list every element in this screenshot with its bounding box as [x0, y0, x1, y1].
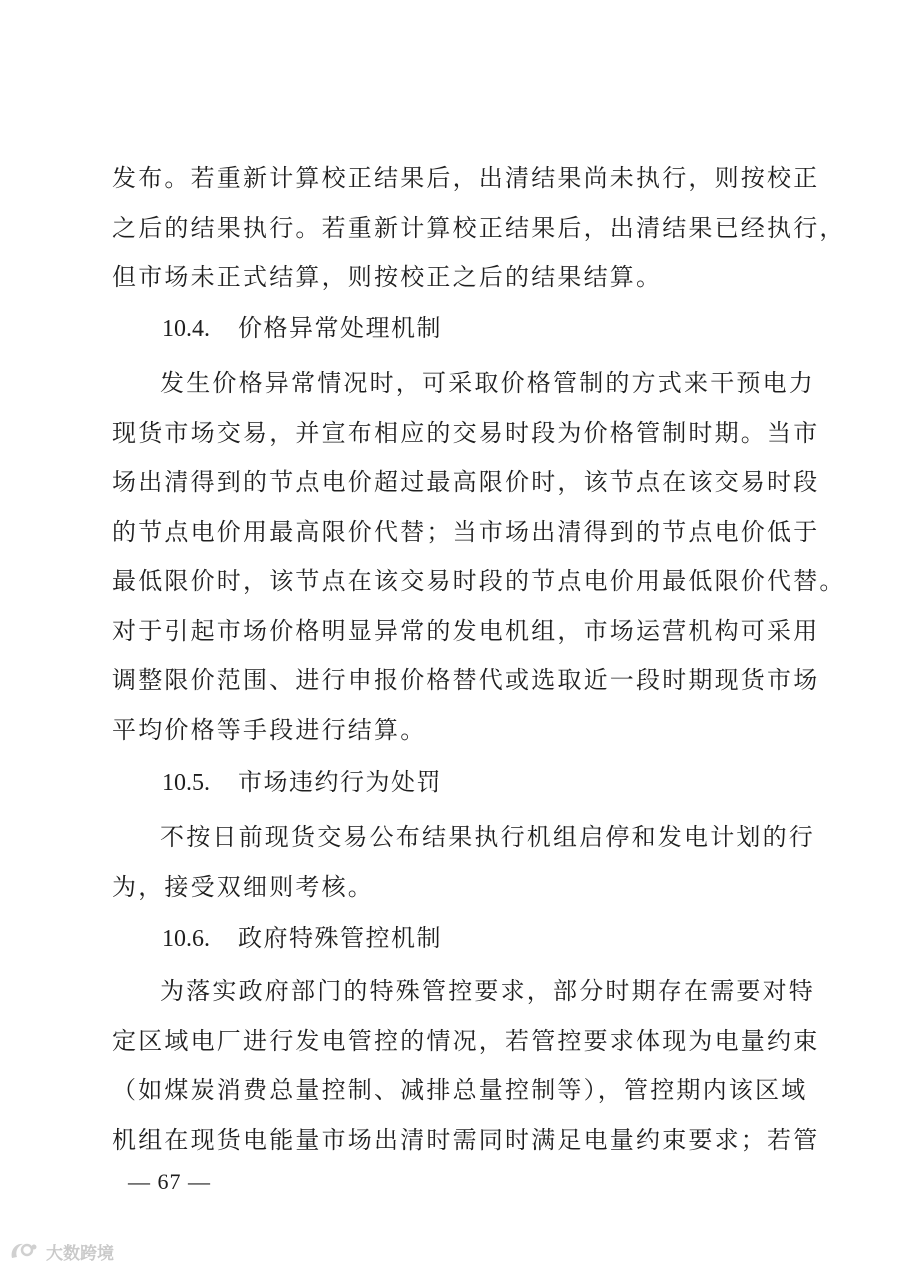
- paragraph-line: 发生价格异常情况时，可采取价格管制的方式来干预电力: [160, 369, 815, 397]
- watermark: [8, 1238, 114, 1264]
- section-heading-10-4: [162, 313, 442, 344]
- paragraph-line: 最低限价时，该节点在该交易时段的节点电价用最低限价代替。: [112, 567, 846, 595]
- section-heading-10-6: [162, 923, 442, 954]
- paragraph-line: 为，接受双细则考核。: [112, 873, 374, 901]
- section-number: 10.6.: [162, 926, 210, 952]
- paragraph-line: 发布。若重新计算校正结果后，出清结果尚未执行，则按校正: [112, 164, 820, 192]
- paragraph-line: 的节点电价用最高限价代替；当市场出清得到的节点电价低于: [112, 518, 820, 546]
- section-title: 市场违约行为处罚: [238, 768, 442, 796]
- paragraph-line: 但市场未正式结算，则按校正之后的结果结算。: [112, 263, 663, 291]
- paragraph-line: 机组在现货电能量市场出清时需同时满足电量约束要求；若管: [112, 1126, 820, 1154]
- paragraph-line: 不按日前现货交易公布结果执行机组启停和发电计划的行: [160, 823, 815, 851]
- section-title: 政府特殊管控机制: [238, 924, 442, 952]
- paragraph-line: 平均价格等手段进行结算。: [112, 716, 427, 744]
- page-number: — 67 —: [128, 1169, 211, 1194]
- section-number: 10.5.: [162, 770, 210, 796]
- brand-logo-icon: [8, 1240, 38, 1262]
- paragraph-line: （如煤炭消费总量控制、减排总量控制等），管控期内该区域: [112, 1076, 808, 1104]
- paragraph-line: 为落实政府部门的特殊管控要求，部分时期存在需要对特: [160, 977, 815, 1005]
- paragraph-line: 调整限价范围、进行申报价格替代或选取近一段时期现货市场: [112, 666, 820, 694]
- paragraph-line: 定区域电厂进行发电管控的情况，若管控要求体现为电量约束: [112, 1027, 820, 1055]
- paragraph-line: 对于引起市场价格明显异常的发电机组，市场运营机构可采用: [112, 617, 820, 645]
- paragraph-line: 场出清得到的节点电价超过最高限价时，该节点在该交易时段: [112, 468, 820, 496]
- paragraph-line: 之后的结果执行。若重新计算校正结果后，出清结果已经执行，: [112, 214, 846, 242]
- section-title: 价格异常处理机制: [238, 314, 442, 342]
- watermark-text: 大数跨境: [46, 1243, 114, 1264]
- paragraph-line: 现货市场交易，并宣布相应的交易时段为价格管制时期。当市: [112, 419, 820, 447]
- section-number: 10.4.: [162, 316, 210, 342]
- section-heading-10-5: [162, 767, 442, 798]
